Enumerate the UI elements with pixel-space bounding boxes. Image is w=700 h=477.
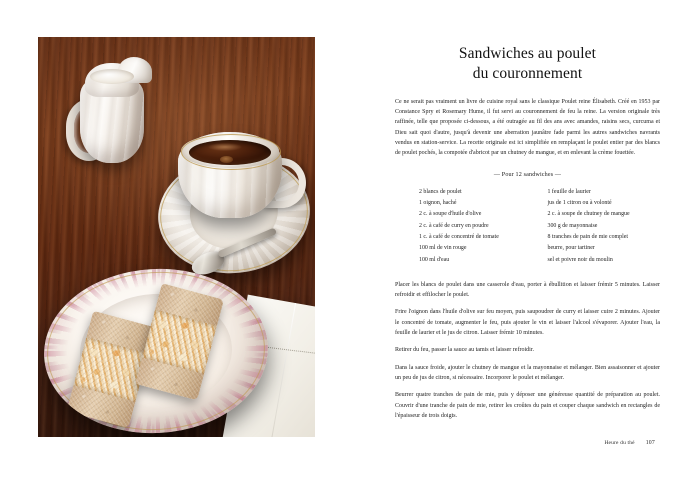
right-page	[350, 0, 700, 477]
method-step: Placer les blancs de poulet dans une casserole d'eau, porter à ébullition et laisser frémir 5 minutes. Laisser refroidir et effilocher le poulet.	[395, 281, 660, 299]
ingredient-item: 2 blancs de poulet	[419, 188, 462, 195]
ingredient-item: 1 feuille de laurier	[547, 188, 591, 195]
teacup	[178, 132, 290, 224]
recipe-method	[395, 280, 660, 421]
method-step: Retirer du feu, passer la sauce au tamis et laisser refroidir.	[395, 347, 534, 354]
recipe-title-line-2: du couronnement	[472, 64, 583, 82]
page-number: 107	[645, 440, 655, 446]
ingredient-item: 1 c. à café de concentré de tomate	[419, 233, 499, 240]
recipe-yield: — Pour 12 sandwiches —	[493, 171, 562, 178]
page-footer	[604, 440, 655, 446]
ingredient-item: 2 c. à soupe d'huile d'olive	[419, 211, 482, 218]
method-step: Frire l'oignon dans l'huile d'olive sur feu moyen, puis saupoudrer de curry et laisser cuire 2 minutes. Ajouter le concentré de tomate, augmenter le feu, puis ajouter le vin et laisser l'alcool s'évaporer. Ajouter l'eau, la feuille de laurier et le jus de citron. Laisser frémir 10 minutes.	[395, 309, 660, 337]
milk-jug	[66, 55, 158, 167]
ingredient-item: 2 c. à café de curry en poudre	[419, 222, 489, 229]
ingredient-item: 300 g de mayonnaise	[547, 222, 598, 229]
ingredients-column-left	[419, 187, 532, 266]
milk-surface	[90, 69, 134, 84]
recipe-introduction: Ce ne serait pas vraiment un livre de cuisine royal sans le classique Poulet reine Élisabeth. Créé en 1953 par Constance Spry et Rosemary Hume, il fut servi au couronnement de feu la reine. La version originale très raffinée, telle que proposée ci-dessous, a été outragée au fil des ans avec amandes, raisins secs, curcuma et Dieu sait quoi d'autre, jusqu'à devenir une aberration jaunâtre fade parmi les autres sandwiches navrants vendus en station-service. La recette originale est ici simplifiée en remplaçant le poulet entier par des blancs de poulet pochés, la compotée d'abricot par un chutney de mangue, et en enlevant la crème fouettée.	[395, 98, 660, 157]
ingredient-item: 100 ml d'eau	[419, 256, 450, 263]
ingredient-item: sel et poivre noir du moulin	[547, 256, 613, 263]
method-step: Dans la sauce froide, ajouter le chutney de mangue et la mayonnaise et mélanger. Bien assaisonner et ajouter un peu de jus de citron, si nécessaire. Incorporer le poulet et mélanger.	[395, 364, 660, 382]
ingredients-column-right	[548, 187, 661, 266]
recipe-title	[395, 44, 660, 84]
ingredient-item: 1 oignon, haché	[419, 199, 457, 206]
method-step: Beurrer quatre tranches de pain de mie, puis y déposer une généreuse quantité de préparation au poulet. Couvrir d'une tranche de pain de mie, retirer les croûtes du pain et couper chaque sandwich en rectangles de l'épaisseur de trois doigts.	[395, 392, 660, 419]
ingredient-item: 2 c. à soupe de chutney de mangue	[547, 211, 630, 218]
recipe-title-line-1: Sandwiches au poulet	[458, 45, 597, 62]
ingredient-item: beurre, pour tartiner	[547, 245, 595, 252]
ingredient-item: 8 tranches de pain de mie complet	[547, 233, 628, 240]
recipe-content	[395, 44, 660, 421]
ingredient-item: jus de 1 citron ou à volonté	[547, 199, 612, 206]
running-head: Heure du thé	[604, 440, 635, 446]
napkin-fold	[269, 303, 296, 437]
teacup-gold-rim	[181, 134, 281, 170]
recipe-photograph	[38, 37, 315, 437]
ingredients-list	[395, 187, 660, 266]
ingredient-item: 100 ml de vin rouge	[419, 245, 467, 252]
